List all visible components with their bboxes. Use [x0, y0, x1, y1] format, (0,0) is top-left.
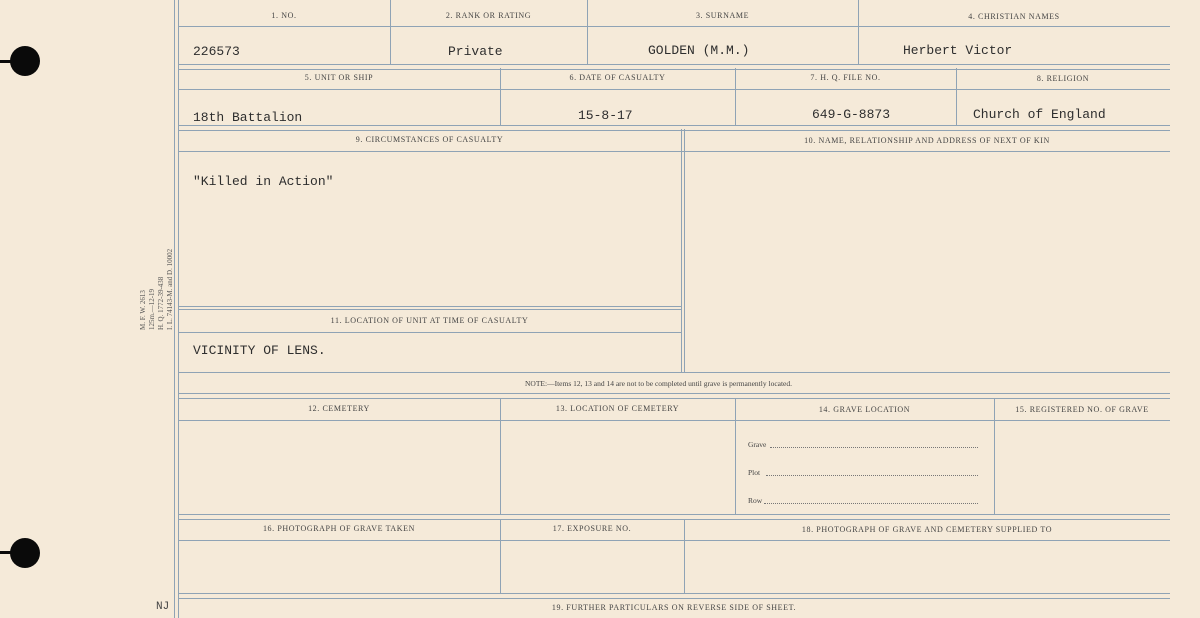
double-rule	[178, 64, 1170, 70]
value-rank: Private	[448, 44, 503, 59]
label-further-particulars: 19. FURTHER PARTICULARS ON REVERSE SIDE OF SHEET.	[551, 603, 797, 612]
double-rule	[178, 125, 1170, 131]
label-circumstances: 9. CIRCUMSTANCES OF CASUALTY	[355, 135, 504, 144]
value-circumstances: "Killed in Action"	[193, 174, 334, 189]
divider	[587, 0, 588, 64]
label-location: 11. LOCATION OF UNIT AT TIME OF CASUALTY	[330, 316, 529, 325]
side-print	[139, 249, 175, 330]
value-file-no: 649-G-8873	[812, 107, 891, 122]
label-unit: 5. UNIT OR SHIP	[304, 73, 374, 82]
label-next-of-kin: 10. NAME, RELATIONSHIP AND ADDRESS OF NEXT OF KIN	[804, 136, 1050, 145]
punch-hole-bottom	[10, 538, 40, 568]
value-unit: 18th Battalion	[193, 110, 303, 125]
divider	[390, 0, 391, 64]
double-rule	[178, 393, 1170, 399]
rule	[178, 332, 681, 333]
label-exposure-no: 17. EXPOSURE NO.	[552, 524, 632, 533]
value-religion: Church of England	[973, 107, 1106, 122]
side-print-line: H. Q. 1772-39-438	[157, 276, 165, 330]
value-date: 15-8-17	[578, 108, 633, 123]
label-grave-location: 14. GRAVE LOCATION	[818, 405, 911, 414]
divider	[684, 129, 685, 372]
punch-hole-top	[10, 46, 40, 76]
label-religion: 8. RELIGION	[1036, 74, 1090, 83]
rule	[178, 372, 1170, 373]
label-photo-supplied: 18. PHOTOGRAPH OF GRAVE AND CEMETERY SUPPLIED TO	[801, 525, 1053, 534]
divider	[735, 398, 736, 514]
value-christian-names: Herbert Victor	[903, 43, 1013, 58]
rule	[178, 89, 1170, 90]
rule	[178, 420, 1170, 421]
label-surname: 3. SURNAME	[695, 11, 750, 20]
value-surname: GOLDEN (M.M.)	[648, 43, 750, 58]
divider	[681, 129, 682, 372]
label-christian-names: 4. CHRISTIAN NAMES	[968, 12, 1060, 21]
divider	[500, 398, 501, 514]
grave-line-label: Grave	[748, 440, 767, 449]
divider	[858, 0, 859, 64]
rule	[178, 26, 1170, 27]
rule	[178, 151, 1170, 152]
row-line-label: Row	[748, 496, 763, 505]
double-rule	[178, 514, 1170, 520]
grave-line	[748, 440, 978, 450]
label-date: 6. DATE OF CASUALTY	[569, 73, 666, 82]
label-rank: 2. RANK OR RATING	[445, 11, 532, 20]
side-print-line: 125m.—12-19	[148, 288, 156, 330]
label-file-no: 7. H. Q. FILE NO.	[810, 73, 881, 82]
note-text: NOTE:—Items 12, 13 and 14 are not to be completed until grave is permanently located.	[525, 379, 793, 388]
value-number: 226573	[193, 44, 240, 59]
plot-line	[748, 468, 978, 478]
rule	[178, 306, 681, 307]
plot-line-label: Plot	[748, 468, 761, 477]
form-left-border	[174, 0, 175, 618]
label-photo-taken: 16. PHOTOGRAPH OF GRAVE TAKEN	[262, 524, 416, 533]
double-rule	[178, 593, 1170, 599]
divider	[994, 398, 995, 514]
value-location: VICINITY OF LENS.	[193, 343, 326, 358]
label-registered-no: 15. REGISTERED NO. OF GRAVE	[1015, 405, 1149, 414]
label-cemetery: 12. CEMETERY	[308, 404, 370, 413]
side-print-line: M. F. W. 2613	[139, 290, 147, 330]
rule	[178, 309, 681, 310]
label-cemetery-location: 13. LOCATION OF CEMETERY	[555, 404, 680, 413]
corner-mark: NJ	[156, 601, 170, 613]
rule	[178, 540, 1170, 541]
side-print-line: I. L. 74143-M. and D. 10002	[166, 248, 174, 330]
label-number: 1. NO.	[271, 11, 297, 20]
row-line	[748, 496, 978, 506]
